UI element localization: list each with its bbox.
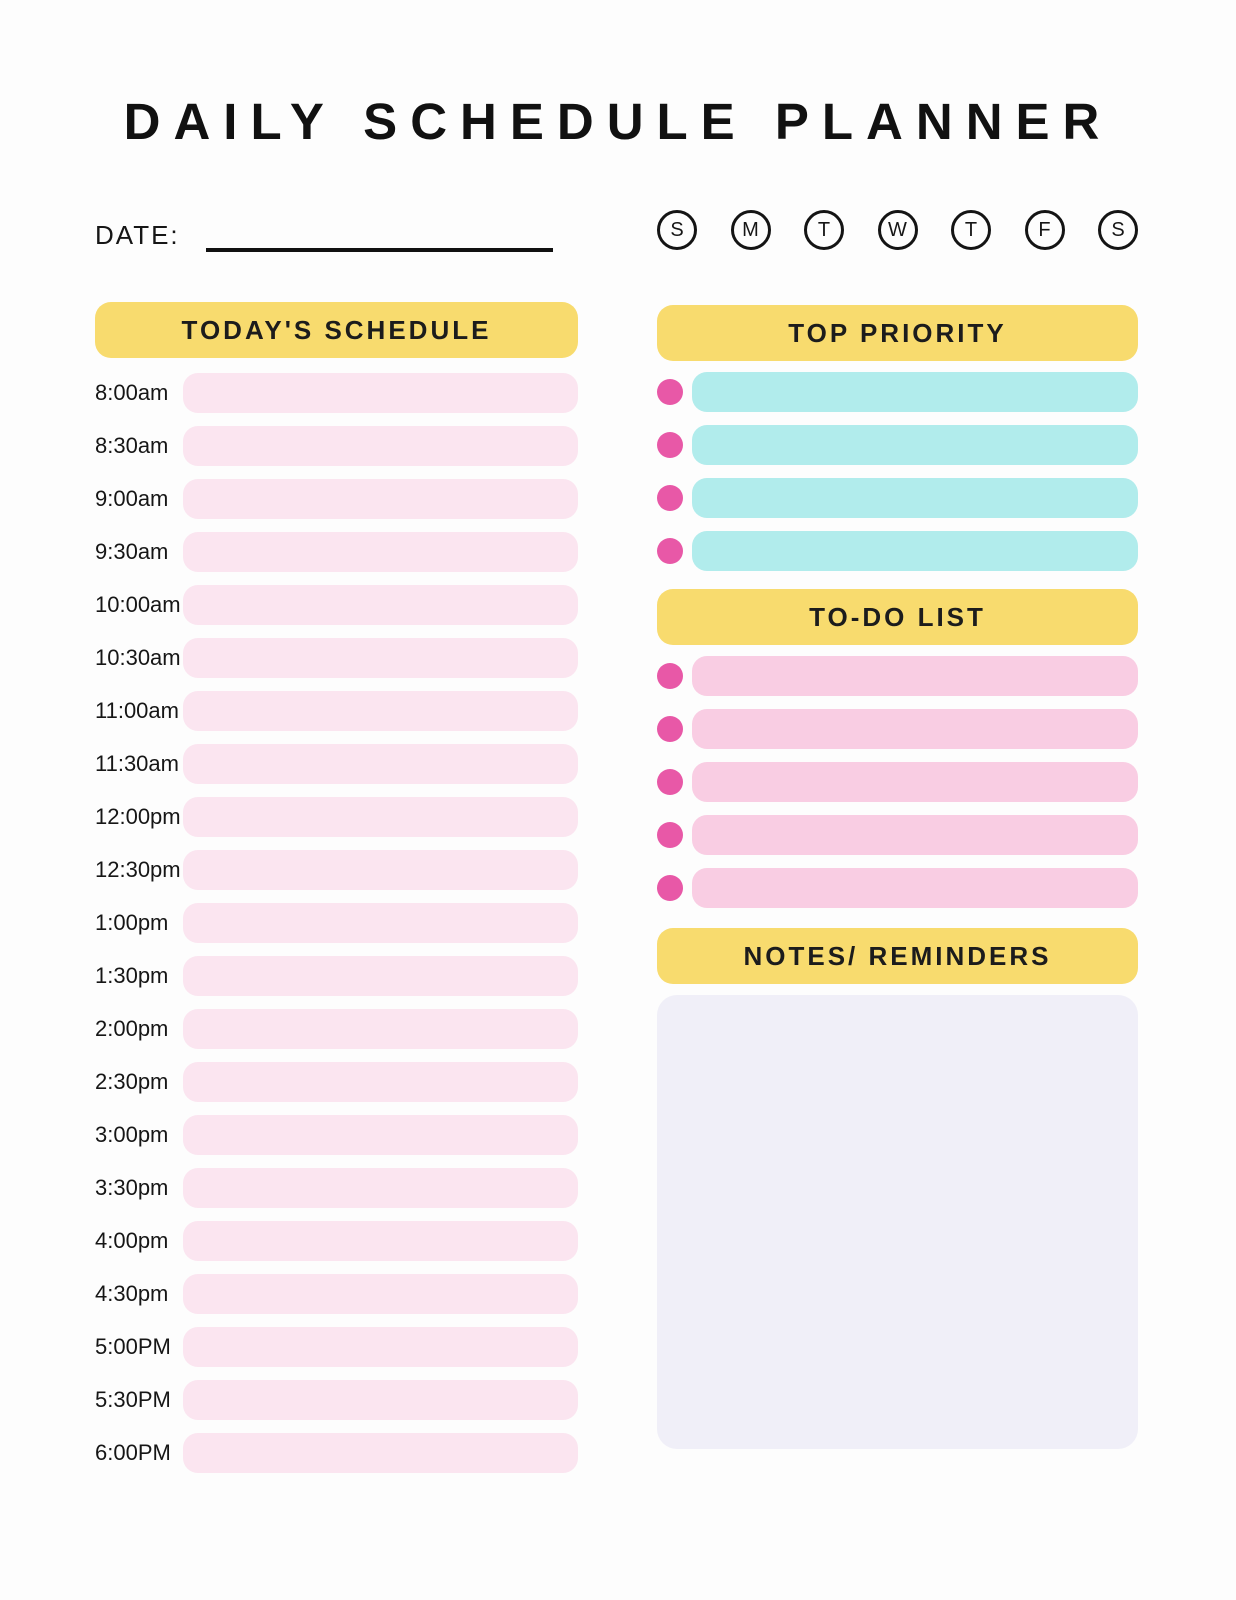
todo-row: [657, 762, 1138, 802]
schedule-slot-bar[interactable]: [183, 638, 578, 678]
time-label: 3:00pm: [95, 1122, 169, 1147]
schedule-slot-bar[interactable]: [183, 1221, 578, 1261]
time-row: [95, 585, 578, 625]
todo-entry-bar[interactable]: [692, 815, 1138, 855]
priority-entry-bar[interactable]: [692, 372, 1138, 412]
schedule-slot-bar[interactable]: [183, 797, 578, 837]
time-row: [95, 479, 578, 519]
time-row: [95, 1380, 578, 1420]
time-label: 12:30pm: [95, 857, 181, 882]
date-section: [95, 218, 553, 252]
time-label: 2:30pm: [95, 1069, 169, 1094]
time-label: 12:00pm: [95, 804, 181, 829]
priority-entry-bar[interactable]: [692, 478, 1138, 518]
priority-entry-bar[interactable]: [692, 531, 1138, 571]
time-label: 9:00am: [95, 486, 169, 511]
schedule-slot-bar[interactable]: [183, 1168, 578, 1208]
time-row: [95, 1115, 578, 1155]
schedule-slot-bar[interactable]: [183, 1433, 578, 1473]
time-label: 11:30am: [95, 751, 179, 776]
time-label: 1:00pm: [95, 910, 169, 935]
time-label: 8:30am: [95, 433, 169, 458]
bullet-dot-icon: [657, 538, 683, 564]
bullet-dot-icon: [657, 432, 683, 458]
time-label: 8:00am: [95, 380, 169, 405]
right-column: [657, 305, 1138, 1449]
schedule-slot-bar[interactable]: [183, 903, 578, 943]
time-row: [95, 532, 578, 572]
schedule-slot-bar[interactable]: [183, 1380, 578, 1420]
time-row: [95, 1327, 578, 1367]
day-circle-tuesday[interactable]: T: [804, 210, 844, 250]
notes-reminders-header: NOTES/ REMINDERS: [657, 928, 1138, 984]
todo-row: [657, 815, 1138, 855]
time-row: [95, 638, 578, 678]
bullet-dot-icon: [657, 379, 683, 405]
todays-schedule-header: TODAY'S SCHEDULE: [95, 302, 578, 358]
time-row: [95, 903, 578, 943]
time-label: 1:30pm: [95, 963, 169, 988]
bullet-dot-icon: [657, 822, 683, 848]
time-label: 4:30pm: [95, 1281, 169, 1306]
notes-write-area[interactable]: [657, 995, 1138, 1449]
todo-row: [657, 868, 1138, 908]
date-input-line[interactable]: [206, 222, 553, 252]
day-circle-saturday[interactable]: S: [1098, 210, 1138, 250]
priority-row: [657, 372, 1138, 412]
time-row: [95, 744, 578, 784]
bullet-dot-icon: [657, 663, 683, 689]
schedule-slot-bar[interactable]: [183, 1115, 578, 1155]
time-label: 9:30am: [95, 539, 169, 564]
todo-entry-bar[interactable]: [692, 656, 1138, 696]
bullet-dot-icon: [657, 875, 683, 901]
weekday-selector: [657, 210, 1138, 250]
todo-row: [657, 656, 1138, 696]
time-label: 10:30am: [95, 645, 181, 670]
time-label: 3:30pm: [95, 1175, 169, 1200]
schedule-slot-bar[interactable]: [183, 373, 578, 413]
todo-entry-bar[interactable]: [692, 709, 1138, 749]
time-row: [95, 373, 578, 413]
time-row: [95, 850, 578, 890]
day-circle-monday[interactable]: M: [731, 210, 771, 250]
time-label: 5:30PM: [95, 1387, 171, 1412]
schedule-slot-bar[interactable]: [183, 479, 578, 519]
priority-entry-bar[interactable]: [692, 425, 1138, 465]
day-circle-thursday[interactable]: T: [951, 210, 991, 250]
time-label: 6:00PM: [95, 1440, 171, 1465]
day-circle-wednesday[interactable]: W: [878, 210, 918, 250]
time-row: [95, 1274, 578, 1314]
schedule-slot-bar[interactable]: [183, 1062, 578, 1102]
day-circle-friday[interactable]: F: [1025, 210, 1065, 250]
priority-row: [657, 425, 1138, 465]
time-label: 5:00PM: [95, 1334, 171, 1359]
time-row: [95, 797, 578, 837]
page-title: DAILY SCHEDULE PLANNER: [123, 93, 1113, 150]
time-label: 2:00pm: [95, 1016, 169, 1041]
bullet-dot-icon: [657, 716, 683, 742]
time-label: 10:00am: [95, 592, 181, 617]
schedule-slot-bar[interactable]: [183, 1327, 578, 1367]
schedule-slot-bar[interactable]: [183, 691, 578, 731]
time-row: [95, 1009, 578, 1049]
schedule-slot-bar[interactable]: [183, 850, 578, 890]
time-label: 11:00am: [95, 698, 179, 723]
time-row: [95, 956, 578, 996]
time-row: [95, 1221, 578, 1261]
date-label: DATE:: [95, 220, 180, 250]
time-row: [95, 691, 578, 731]
day-circle-sunday[interactable]: S: [657, 210, 697, 250]
todo-list-header: TO-DO LIST: [657, 589, 1138, 645]
schedule-slot-bar[interactable]: [183, 956, 578, 996]
schedule-slot-bar[interactable]: [183, 744, 578, 784]
time-row: [95, 1433, 578, 1473]
todo-entry-bar[interactable]: [692, 868, 1138, 908]
time-row: [95, 1168, 578, 1208]
bullet-dot-icon: [657, 769, 683, 795]
time-row: [95, 1062, 578, 1102]
schedule-slot-bar[interactable]: [183, 1009, 578, 1049]
priority-row: [657, 531, 1138, 571]
schedule-slot-bar[interactable]: [183, 1274, 578, 1314]
todo-entry-bar[interactable]: [692, 762, 1138, 802]
priority-row: [657, 478, 1138, 518]
top-priority-header: TOP PRIORITY: [657, 305, 1138, 361]
bullet-dot-icon: [657, 485, 683, 511]
todo-row: [657, 709, 1138, 749]
schedule-slot-bar[interactable]: [183, 532, 578, 572]
time-row: [95, 426, 578, 466]
schedule-slot-bar[interactable]: [183, 585, 578, 625]
schedule-slot-bar[interactable]: [183, 426, 578, 466]
time-label: 4:00pm: [95, 1228, 169, 1253]
todays-schedule-section: [95, 302, 578, 1486]
